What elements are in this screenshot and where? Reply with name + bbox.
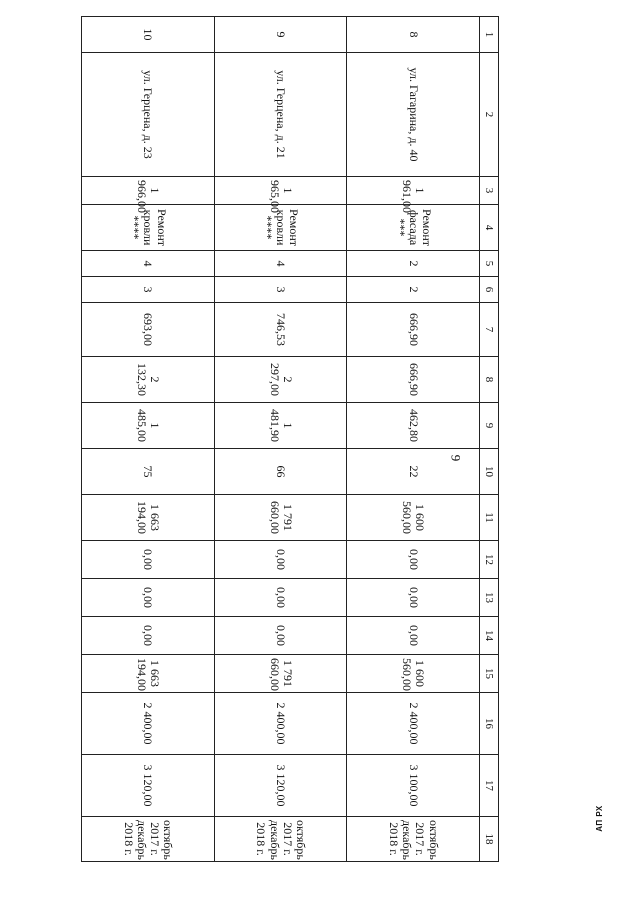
column-number: 6: [480, 277, 499, 303]
year-cell: 1 966,00: [82, 177, 215, 205]
table-cell: 0,00: [214, 541, 347, 579]
table-cell: 1 791 660,00: [214, 655, 347, 693]
column-number: 17: [480, 755, 499, 817]
table-cell: 666,90: [347, 303, 480, 357]
work-type-cell: Ремонт кровли ****: [82, 205, 215, 251]
table-cell: 2 400,00: [82, 693, 215, 755]
table-cell: 22: [347, 449, 480, 495]
table-cell: 746,53: [214, 303, 347, 357]
column-number: 1: [480, 17, 499, 53]
table-cell: 0,00: [82, 541, 215, 579]
table-cell: 0,00: [347, 541, 480, 579]
period-end: декабрь 2018 г.: [121, 820, 149, 860]
address-cell: ул. Гагарина, д. 40: [347, 53, 480, 177]
table-cell: 1 600 560,00: [347, 495, 480, 541]
column-number: 11: [480, 495, 499, 541]
address-cell: ул. Герцена, д. 23: [82, 53, 215, 177]
table-cell: 3 120,00: [214, 755, 347, 817]
table-cell: 1 663 194,00: [82, 655, 215, 693]
row-number: 10: [82, 17, 215, 53]
column-number: 3: [480, 177, 499, 205]
column-number: 15: [480, 655, 499, 693]
table-cell: 0,00: [347, 617, 480, 655]
table-cell: 1 663 194,00: [82, 495, 215, 541]
period-cell: [214, 817, 347, 862]
column-number: 13: [480, 579, 499, 617]
column-number: 5: [480, 251, 499, 277]
table-cell: 462,80: [347, 403, 480, 449]
table-cell: 3: [214, 277, 347, 303]
table-cell: 2 132,30: [82, 357, 215, 403]
column-number: 9: [480, 403, 499, 449]
table-cell: 75: [82, 449, 215, 495]
period-start: октябрь 2017 г.: [148, 820, 176, 860]
table-cell: 2 400,00: [214, 693, 347, 755]
table-cell: 2: [347, 277, 480, 303]
work-type-cell: Ремонт фасада ***: [347, 205, 480, 251]
table-cell: 693,00: [82, 303, 215, 357]
table-cell: 1 600 560,00: [347, 655, 480, 693]
column-number: 12: [480, 541, 499, 579]
footer-mark: АП РХ: [594, 805, 604, 832]
table-cell: 0,00: [82, 617, 215, 655]
table-cell: 0,00: [214, 617, 347, 655]
row-number: 8: [347, 17, 480, 53]
column-number: 16: [480, 693, 499, 755]
column-number: 18: [480, 817, 499, 862]
table-cell: 0,00: [347, 579, 480, 617]
page-number: 9: [448, 454, 464, 462]
column-number: 4: [480, 205, 499, 251]
table-cell: 4: [214, 251, 347, 277]
column-number: 7: [480, 303, 499, 357]
period-start: октябрь 2017 г.: [413, 820, 441, 860]
table-cell: 4: [82, 251, 215, 277]
period-end: декабрь 2018 г.: [254, 820, 282, 860]
period-start: октябрь 2017 г.: [280, 820, 308, 860]
table-cell: 1 485,00: [82, 403, 215, 449]
table-cell: 2 400,00: [347, 693, 480, 755]
column-number: 10: [480, 449, 499, 495]
address-cell: ул. Герцена, д. 21: [214, 53, 347, 177]
year-cell: 1 961,00: [347, 177, 480, 205]
row-number: 9: [214, 17, 347, 53]
table-row: [214, 17, 347, 862]
table-cell: 0,00: [214, 579, 347, 617]
table-cell: 3: [82, 277, 215, 303]
year-cell: 1 965,00: [214, 177, 347, 205]
column-number: 8: [480, 357, 499, 403]
column-number: 14: [480, 617, 499, 655]
table-cell: 2 297,00: [214, 357, 347, 403]
data-table: [81, 16, 499, 862]
period-cell: [347, 817, 480, 862]
period-end: декабрь 2018 г.: [386, 820, 415, 860]
period-cell: [82, 817, 215, 862]
table-cell: 3 120,00: [82, 755, 215, 817]
table-cell: 3 100,00: [347, 755, 480, 817]
table-row: [82, 17, 215, 862]
table-cell: 1 791 660,00: [214, 495, 347, 541]
table-row: [347, 17, 480, 862]
column-number: 2: [480, 53, 499, 177]
rotated-table-wrapper: [81, 16, 499, 861]
table-cell: 666,90: [347, 357, 480, 403]
column-number-row: [480, 17, 499, 862]
table-cell: 1 481,90: [214, 403, 347, 449]
table-cell: 0,00: [82, 579, 215, 617]
table-cell: 2: [347, 251, 480, 277]
work-type-cell: Ремонт кровли ****: [214, 205, 347, 251]
table-cell: 66: [214, 449, 347, 495]
